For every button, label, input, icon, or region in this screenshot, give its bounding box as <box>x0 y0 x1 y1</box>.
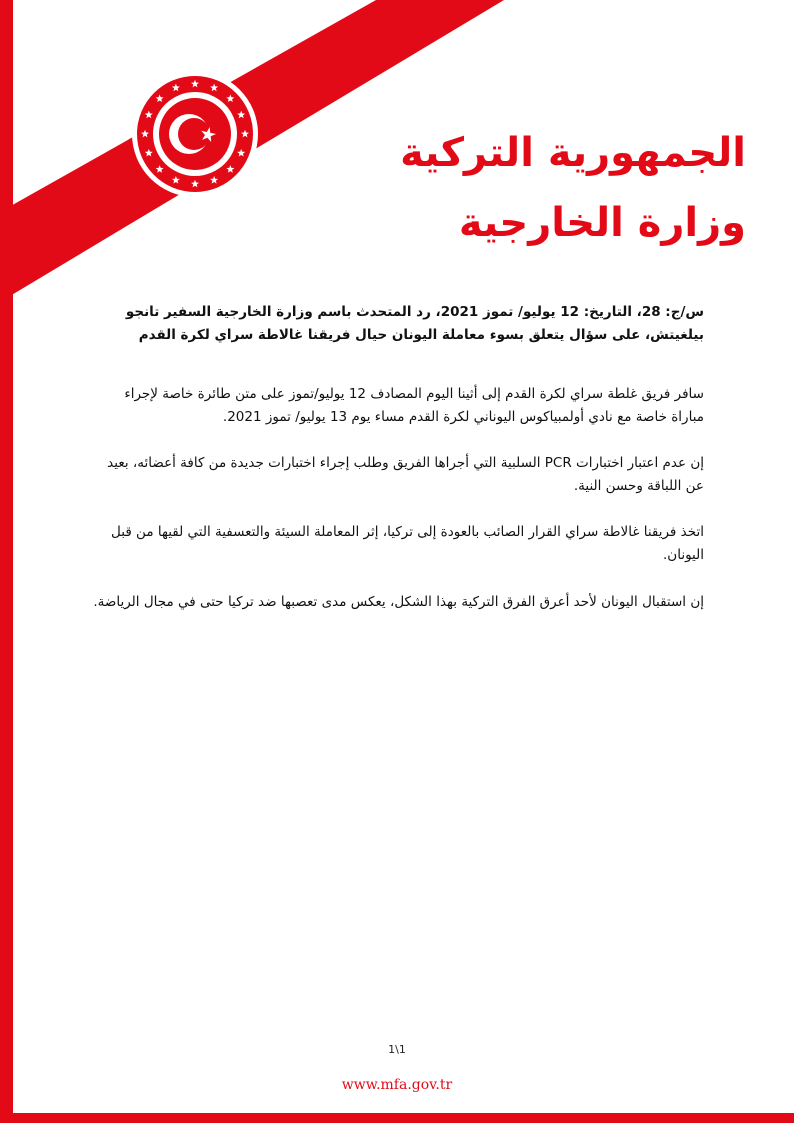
title-line-republic: الجمهورية التركية <box>400 130 746 176</box>
paragraph-4: إن استقبال اليونان لأحد أعرق الفرق التركية بهذا الشكل، يعكس مدى تعصبها ضد تركيا حتى في مجال الرياضة. <box>93 594 704 610</box>
page-number: 1\1 <box>388 1043 406 1056</box>
turkish-crescent-star-seal-icon <box>131 70 259 198</box>
website-link[interactable]: www.mfa.gov.tr <box>341 1077 453 1093</box>
statement-headline: س/ج: 28، التاريخ: 12 يوليو/ تموز 2021، رد المتحدث باسم وزارة الخارجية السفير تانجو بيلغيتش، على سؤال يتعلق بسوء معاملة اليونان حيال فريقنا غالاطة سراي لكرة القدم <box>125 304 704 343</box>
bottom-border-stripe <box>0 1113 794 1123</box>
paragraph-2: إن عدم اعتبار اختبارات PCR السلبية التي أجراها الفريق وطلب إجراء اختبارات جديدة من كافة أعضائه، بعيد عن اللباقة وحسن النية. <box>107 455 704 494</box>
left-border-stripe <box>0 0 13 1123</box>
paragraph-3: اتخذ فريقنا غالاطة سراي القرار الصائب بالعودة إلى تركيا، إثر المعاملة السيئة والتعسفية التي لقيها من قبل اليونان. <box>111 524 704 563</box>
ministry-title <box>366 118 746 258</box>
paragraph-1: سافر فريق غلطة سراي لكرة القدم إلى أثينا اليوم المصادف 12 يوليو/تموز على متن طائرة خاصة لإجراء مباراة خاصة مع نادي أولمبياكوس اليوناني لكرة القدم مساء يوم 13 يوليو/ تموز 2021. <box>124 386 704 425</box>
title-line-ministry: وزارة الخارجية <box>458 200 746 246</box>
